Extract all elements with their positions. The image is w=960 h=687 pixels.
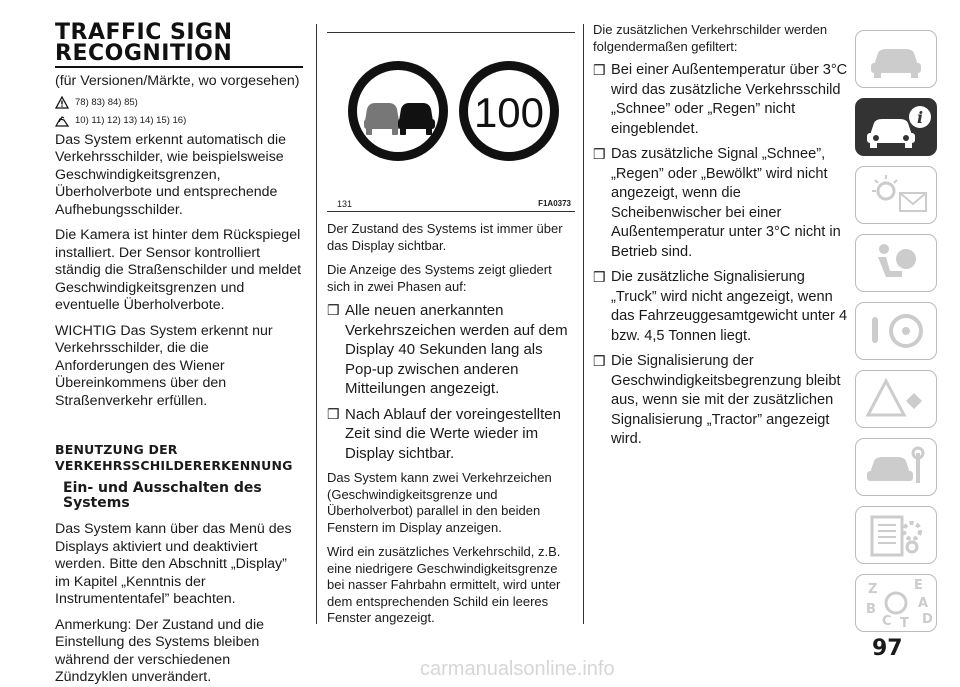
tab-safety[interactable] [855,234,937,292]
warning-triangle-icon [856,371,936,427]
car-info-icon [856,99,936,155]
alphabetical-index-icon [856,575,936,631]
index-letter: A [918,596,929,611]
index-letter: T [900,616,909,631]
bullet-item [327,301,575,399]
title-rule [55,66,303,68]
traffic-signs-illustration [327,33,575,193]
checkbox-bullet-icon: ❒ [327,302,340,318]
heading-line-1: BENUTZUNG DER [55,442,178,457]
section-heading [55,442,305,473]
paragraph: Die zusätzlichen Verkehrschilder werden folgendermaßen gefiltert: [593,22,828,54]
middle-column [327,0,575,627]
index-letter: C [882,614,892,629]
right-column [593,22,851,450]
car-overview-icon [856,31,936,87]
paragraph: Wird ein zusätzliches Verkehrschild, z.B. eine niedrigere Geschwindigkeitsgrenze bei nasser Fahrbahn ermittelt, wird unter dem entsprechenden Schild ein leeres Fenster angezeigt. [327,544,561,625]
bullet-text: Die Signalisierung der Geschwindigkeitsbegrenzung bleibt aus, wenn sie mit der zusätzlichen Signalisierung „Tractor” angezeigt wird. [611,353,841,447]
index-letter: B [866,602,876,617]
index-letter: D [922,612,933,627]
checkbox-bullet-icon: ❒ [593,353,606,369]
title-line-1: TRAFFIC SIGN [55,20,233,45]
paragraph: Die Kamera ist hinter dem Rückspiegel installiert. Der Sensor kontrolliert ständig die Straßenschilder und meldet Geschwindigkeitsgrenzen und eventuelle Überholverbote. [55,227,302,313]
note-refs-row [55,113,305,128]
bullet-text: Alle neuen anerkannten Verkehrszeichen werden auf dem Display 40 Sekunden lang als Pop-up zwischen anderen Mitteilungen angezeigt. [345,302,568,397]
section-title [55,22,305,64]
checkbox-bullet-icon: ❒ [593,146,606,162]
note-refs: 10) 11) 12) 13) 14) 15) 16) [75,114,187,126]
bullet-text: Die zusätzliche Signalisierung „Truck” wird nicht angezeigt, wenn das Fahrzeuggesamtgewicht unter 4 bzw. 4,5 Tonnen liegt. [611,269,848,344]
bullet-item [327,405,575,464]
heading-line-2: VERKEHRSSCHILDERERKENNUNG [55,457,293,473]
checkbox-bullet-icon: ❒ [593,62,606,78]
tab-car-overview[interactable] [855,30,937,88]
paragraph: WICHTIG Das System erkennt nur Verkehrsschilder, die die Anforderungen des Wiener Übereinkommens über den Straßenverkehr erfüllen. [55,322,273,409]
subtitle: (für Versionen/Märkte, wo vorgesehen) [55,73,300,89]
warning-refs: 78) 83) 84) 85) [75,96,138,108]
figure-number: 131 [337,199,353,209]
no-overtaking-sign [348,61,448,161]
steering-wheel-icon [856,303,936,359]
tab-warning-lights[interactable] [855,166,937,224]
bullet-item [593,268,851,346]
paragraph: Anmerkung: Der Zustand und die Einstellung des Systems bleiben während der verschiedenen Zündzyklen unverändert. [55,616,264,685]
warning-lights-icon [856,167,936,223]
watermark: carmanualsonline.info [420,658,615,680]
bullet-item [593,352,851,450]
paragraph: Das System kann zwei Verkehrzeichen (Geschwindigkeitsgrenze und Überholverbot) parallel in den beiden Fenstern im Display anzeigen. [327,470,552,535]
column-divider [583,24,584,624]
paragraph: Die Anzeige des Systems zeigt gliedert sich in zwei Phasen auf: [327,262,552,294]
warning-triangle-icon [55,96,69,109]
specifications-icon [856,507,936,563]
title-line-2: RECOGNITION [55,41,233,66]
bullet-text: Bei einer Außentemperatur über 3°C wird das zusätzliche Verkehrsschild „Schnee” oder „Regen” nicht eingeblendet. [611,62,848,137]
tab-car-info[interactable] [855,98,937,156]
paragraph: Das System kann über das Menü des Displays aktiviert und deaktiviert werden. Bitte den Abschnitt „Display” im Kapitel „Kenntnis der Instrumententafel” beachten. [55,521,292,607]
page-number: 97 [872,636,903,661]
tab-index[interactable] [855,574,937,632]
subsection-heading: Ein- und Ausschalten des Systems [63,480,262,511]
tab-emergency[interactable] [855,370,937,428]
tab-starting-driving[interactable] [855,302,937,360]
svg-text:i: i [916,108,924,127]
bullet-text: Nach Ablauf der voreingestellten Zeit sind die Werte wieder im Display sichtbar. [345,405,561,462]
warning-refs-row [55,95,305,110]
speed-limit-value: 100 [473,89,545,136]
index-letter: E [914,578,923,593]
bullet-item [593,61,851,139]
checkbox-bullet-icon: ❒ [327,405,340,422]
bullet-item [593,145,851,262]
left-column [55,0,305,687]
tab-specifications[interactable] [855,506,937,564]
chapter-sidebar [855,30,937,642]
hand-note-icon [55,114,69,127]
column-divider [316,24,317,624]
paragraph: Das System erkennt automatisch die Verkehrsschilder, wie beispielsweise Geschwindigkeitsgrenzen, Überholverbote und entsprechende Aufhebungsschilder. [55,131,287,218]
figure-code: F1A0373 [538,199,571,208]
bullet-text: Das zusätzliche Signal „Schnee”, „Regen” oder „Bewölkt” wird nicht angezeigt, wenn die Scheibenwischer bei einer Außentemperatur unter 3°C nicht in Betrieb sind. [611,146,841,260]
airbag-seat-icon [856,235,936,291]
tab-maintenance[interactable] [855,438,937,496]
speed-limit-sign [459,61,559,161]
index-letter: Z [868,582,878,597]
figure-traffic-signs [327,32,575,212]
car-service-icon [856,439,936,495]
paragraph: Der Zustand des Systems ist immer über das Display sichtbar. [327,221,563,253]
checkbox-bullet-icon: ❒ [593,269,606,285]
